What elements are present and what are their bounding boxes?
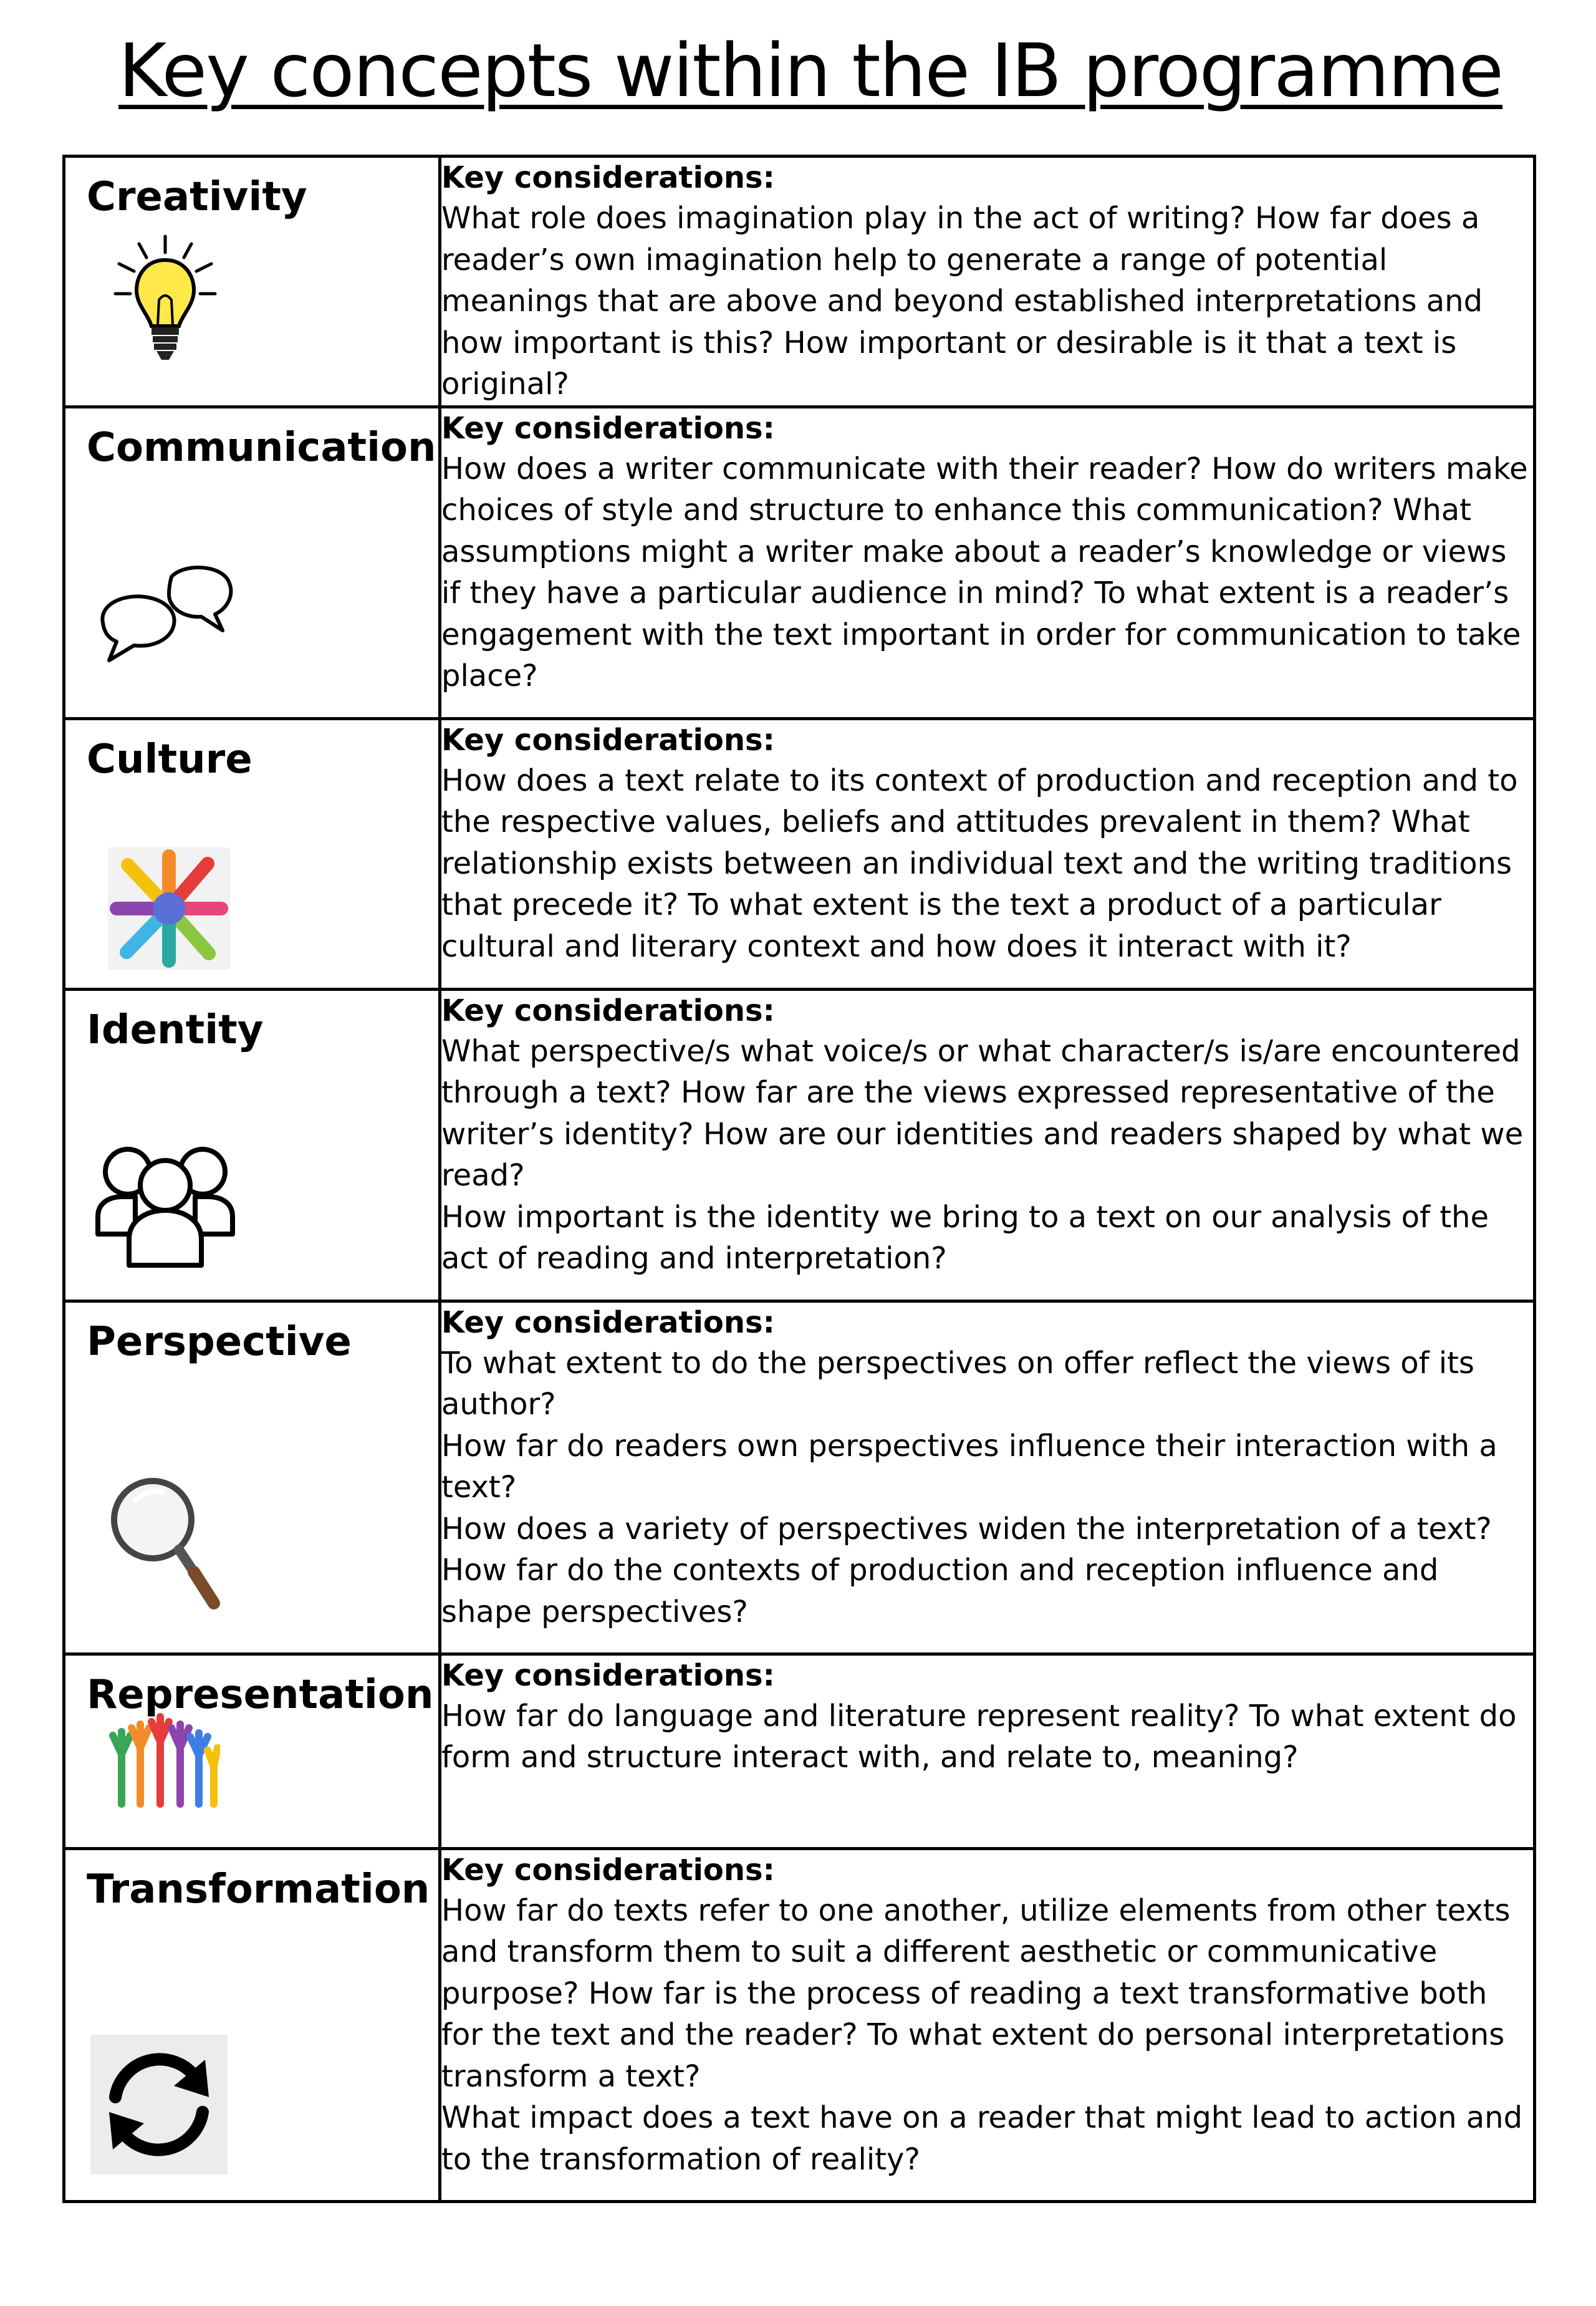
key-considerations-text: How far do language and literature represent reality? To what extent do form and structure interact with, and relate to, meaning? [441, 1698, 1517, 1775]
key-considerations-heading: Key considerations: [441, 160, 775, 195]
page-title: Key concepts within the IB programme [118, 27, 1502, 113]
concept-description-cell [440, 157, 1535, 407]
raised-hands-icon [108, 1710, 220, 1810]
concept-description-cell [440, 1848, 1535, 2201]
key-considerations-text: What perspective/s what voice/s or what character/s is/are encountered through a text? How far are the views expressed representative of the writer’s identity? How are our identities and readers shaped by what we read? How important is the identity we bring to a text on our analysis of the act of reading and interpretation? [441, 1033, 1524, 1276]
concept-name-cell [64, 1654, 440, 1848]
concept-row-creativity [64, 157, 1535, 407]
concept-name-cell [64, 1301, 440, 1654]
joined-hands-icon [108, 847, 230, 970]
key-considerations-text: How does a writer communicate with their reader? How do writers make choices of style and structure to enhance this communication? What assumptions might a writer make about a reader’s knowledge or views if they have a particular audience in mind? To what extent is a reader’s engagement with the text important in order for communication to take place? [441, 451, 1528, 693]
concept-description-cell [440, 1654, 1535, 1848]
key-considerations-heading: Key considerations: [441, 722, 775, 758]
concept-name: Transformation [87, 1866, 430, 1913]
concept-description-cell [440, 718, 1535, 989]
key-considerations-text: How does a text relate to its context of production and reception and to the respective values, beliefs and attitudes prevalent in them? What relationship exists between an individual text and the writing traditions that precede it? To what extent is the text a product of a particular cultural and literary context and how does it interact with it? [441, 763, 1518, 964]
concept-row-communication [64, 407, 1535, 718]
concept-description-cell [440, 989, 1535, 1301]
refresh-arrows-icon [90, 2035, 228, 2174]
concept-name: Representation [87, 1671, 434, 1718]
key-considerations-text: What role does imagination play in the act of writing? How far does a reader’s own imagination help to generate a range of potential meanings that are above and beyond established interpretations and how important is this? How important or desirable is it that a text is original? [441, 201, 1483, 402]
concept-name-cell [64, 718, 440, 989]
key-considerations-heading: Key considerations: [441, 1852, 775, 1888]
magnifying-glass-icon [103, 1471, 228, 1614]
people-group-icon [90, 1141, 240, 1271]
concept-name: Communication [87, 424, 436, 471]
speech-bubbles-icon [90, 558, 240, 670]
concept-name: Perspective [87, 1318, 352, 1365]
concepts-table [62, 155, 1536, 2203]
concept-name-cell [64, 1848, 440, 2201]
key-considerations-text: How far do texts refer to one another, utilize elements from other texts and transform them to suit a different aesthetic or communicative purpose? How far is the process of reading a text transformative both for the text and the reader? To what extent do personal interpretations transform a text? What impact does a text have on a reader that might lead to action and to the transformation of reality? [441, 1893, 1523, 2177]
key-considerations-heading: Key considerations: [441, 410, 775, 446]
concept-row-perspective [64, 1301, 1535, 1654]
concept-name-cell [64, 989, 440, 1301]
lightbulb-icon [103, 231, 228, 375]
concept-description-cell [440, 1301, 1535, 1654]
concept-row-identity [64, 989, 1535, 1301]
key-considerations-heading: Key considerations: [441, 993, 775, 1028]
concept-row-representation [64, 1654, 1535, 1848]
concept-row-culture [64, 718, 1535, 989]
concept-description-cell [440, 407, 1535, 718]
concept-name: Identity [87, 1006, 264, 1053]
concept-name: Creativity [87, 174, 307, 220]
key-considerations-text: To what extent to do the perspectives on offer reflect the views of its author? How far do readers own perspectives influence their interaction with a text? How does a variety of perspectives widen the interpretation of a text? How far do the contexts of production and reception influence and shape perspectives? [441, 1345, 1497, 1629]
concept-row-transformation [64, 1848, 1535, 2201]
concept-name: Culture [87, 736, 252, 783]
concept-name-cell [64, 157, 440, 407]
concept-name-cell [64, 407, 440, 718]
key-considerations-heading: Key considerations: [441, 1657, 775, 1693]
key-considerations-heading: Key considerations: [441, 1305, 775, 1340]
